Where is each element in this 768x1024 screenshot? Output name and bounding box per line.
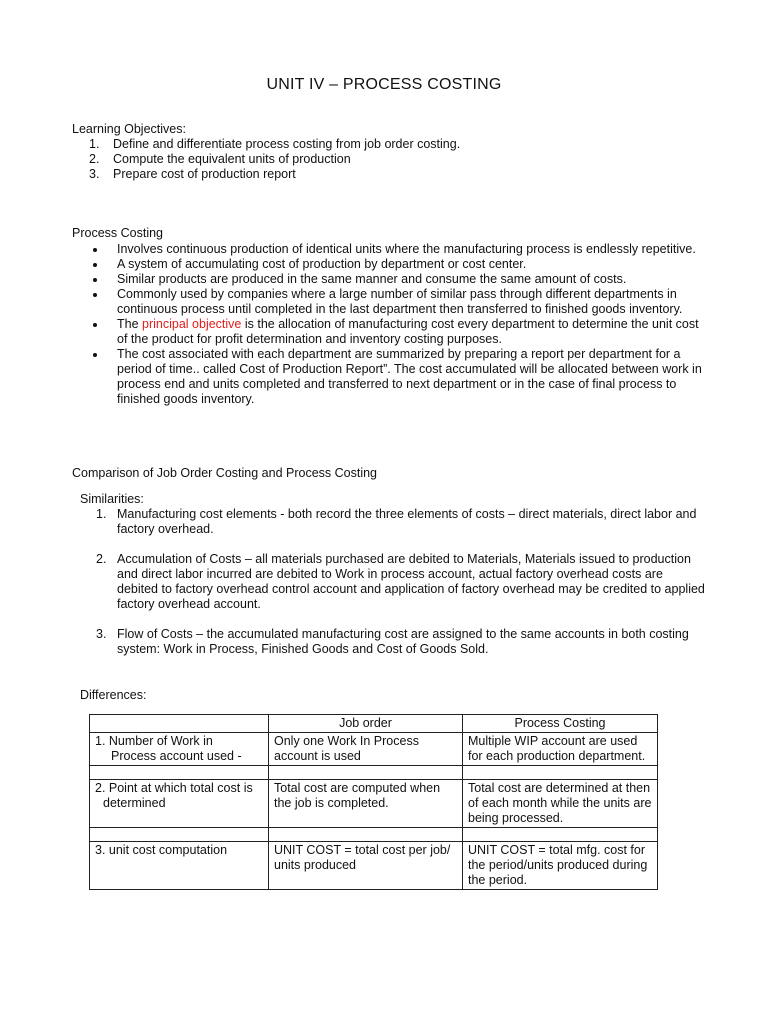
list-item: 2. Accumulation of Costs – all materials purchased are debited to Materials, Materials issued to production and direct labor incurred are debited to Work in process account, actual factory overhead costs are debited to factory overhead control account and application of factory overhead may be credited to applied factory overhead account.: [96, 552, 705, 611]
table-header-row: [90, 715, 658, 733]
page-title: UNIT IV – PROCESS COSTING: [266, 76, 502, 93]
list-item: 1. Define and differentiate process costing from job order costing.: [89, 137, 461, 151]
header-cell: Job order: [269, 715, 463, 733]
table-row: [90, 842, 658, 890]
process-costing-bullets: [72, 242, 707, 407]
differences-table: [89, 714, 658, 890]
table-cell: UNIT COST = total cost per job/ units produced: [269, 842, 463, 890]
table-row: [90, 733, 658, 766]
highlighted-term: principal objective: [142, 317, 242, 331]
objectives-list: [72, 137, 460, 182]
similarities-heading: Similarities:: [80, 492, 144, 506]
differences-heading: Differences:: [80, 688, 147, 702]
header-cell: [90, 715, 269, 733]
table-cell: 1. Number of Work in Process account used -: [90, 733, 269, 766]
list-item: A system of accumulating cost of production by department or cost center.: [72, 257, 707, 272]
table-cell: Total cost are determined at then of each month while the units are being processed.: [463, 780, 658, 828]
learning-objectives-heading: Learning Objectives:: [72, 122, 186, 136]
list-item: 3. Prepare cost of production report: [89, 167, 296, 181]
table-cell: Multiple WIP account are used for each production department.: [463, 733, 658, 766]
list-item: The principal objective is the allocation of manufacturing cost every department to determine the unit cost of the product for profit determination and inventory costing purposes.: [72, 317, 707, 347]
learning-objectives: [72, 122, 460, 182]
list-item: 2. Compute the equivalent units of production: [89, 152, 351, 166]
table-cell: Only one Work In Process account is used: [269, 733, 463, 766]
table-cell: UNIT COST = total mfg. cost for the period/units produced during the period.: [463, 842, 658, 890]
list-item: Similar products are produced in the same manner and consume the same amount of costs.: [72, 272, 707, 287]
list-item: Involves continuous production of identical units where the manufacturing process is endlessly repetitive.: [72, 242, 707, 257]
header-cell: Process Costing: [463, 715, 658, 733]
list-item: 3. Flow of Costs – the accumulated manufacturing cost are assigned to the same accounts in both costing system: Work in Process, Finished Goods and Cost of Goods Sold.: [96, 627, 689, 656]
list-item: The cost associated with each department are summarized by preparing a report per department for a period of time.. called Cost of Production Report”. The cost accumulated will be allocated between work in process end and units completed and transferred to next department or in the case of final process to finished goods inventory.: [72, 347, 707, 407]
table-cell: Total cost are computed when the job is completed.: [269, 780, 463, 828]
process-costing-section: [72, 226, 707, 407]
table-row: [90, 780, 658, 828]
list-item: 1. Manufacturing cost elements - both record the three elements of costs – direct materials, direct labor and factory overhead.: [96, 507, 697, 536]
table-cell: 2. Point at which total cost is determined: [90, 780, 269, 828]
process-costing-heading: Process Costing: [72, 226, 164, 240]
table-spacer-row: [90, 828, 658, 842]
table-spacer-row: [90, 766, 658, 780]
comparison-heading: Comparison of Job Order Costing and Process Costing: [72, 466, 378, 480]
table-cell: 3. unit cost computation: [90, 842, 269, 890]
similarities-section: [72, 507, 707, 672]
similarities-list: [72, 507, 707, 657]
list-item: Commonly used by companies where a large number of similar pass through different departments in continuous process until completed in the last department then transferred to finished goods inventory.: [72, 287, 707, 317]
